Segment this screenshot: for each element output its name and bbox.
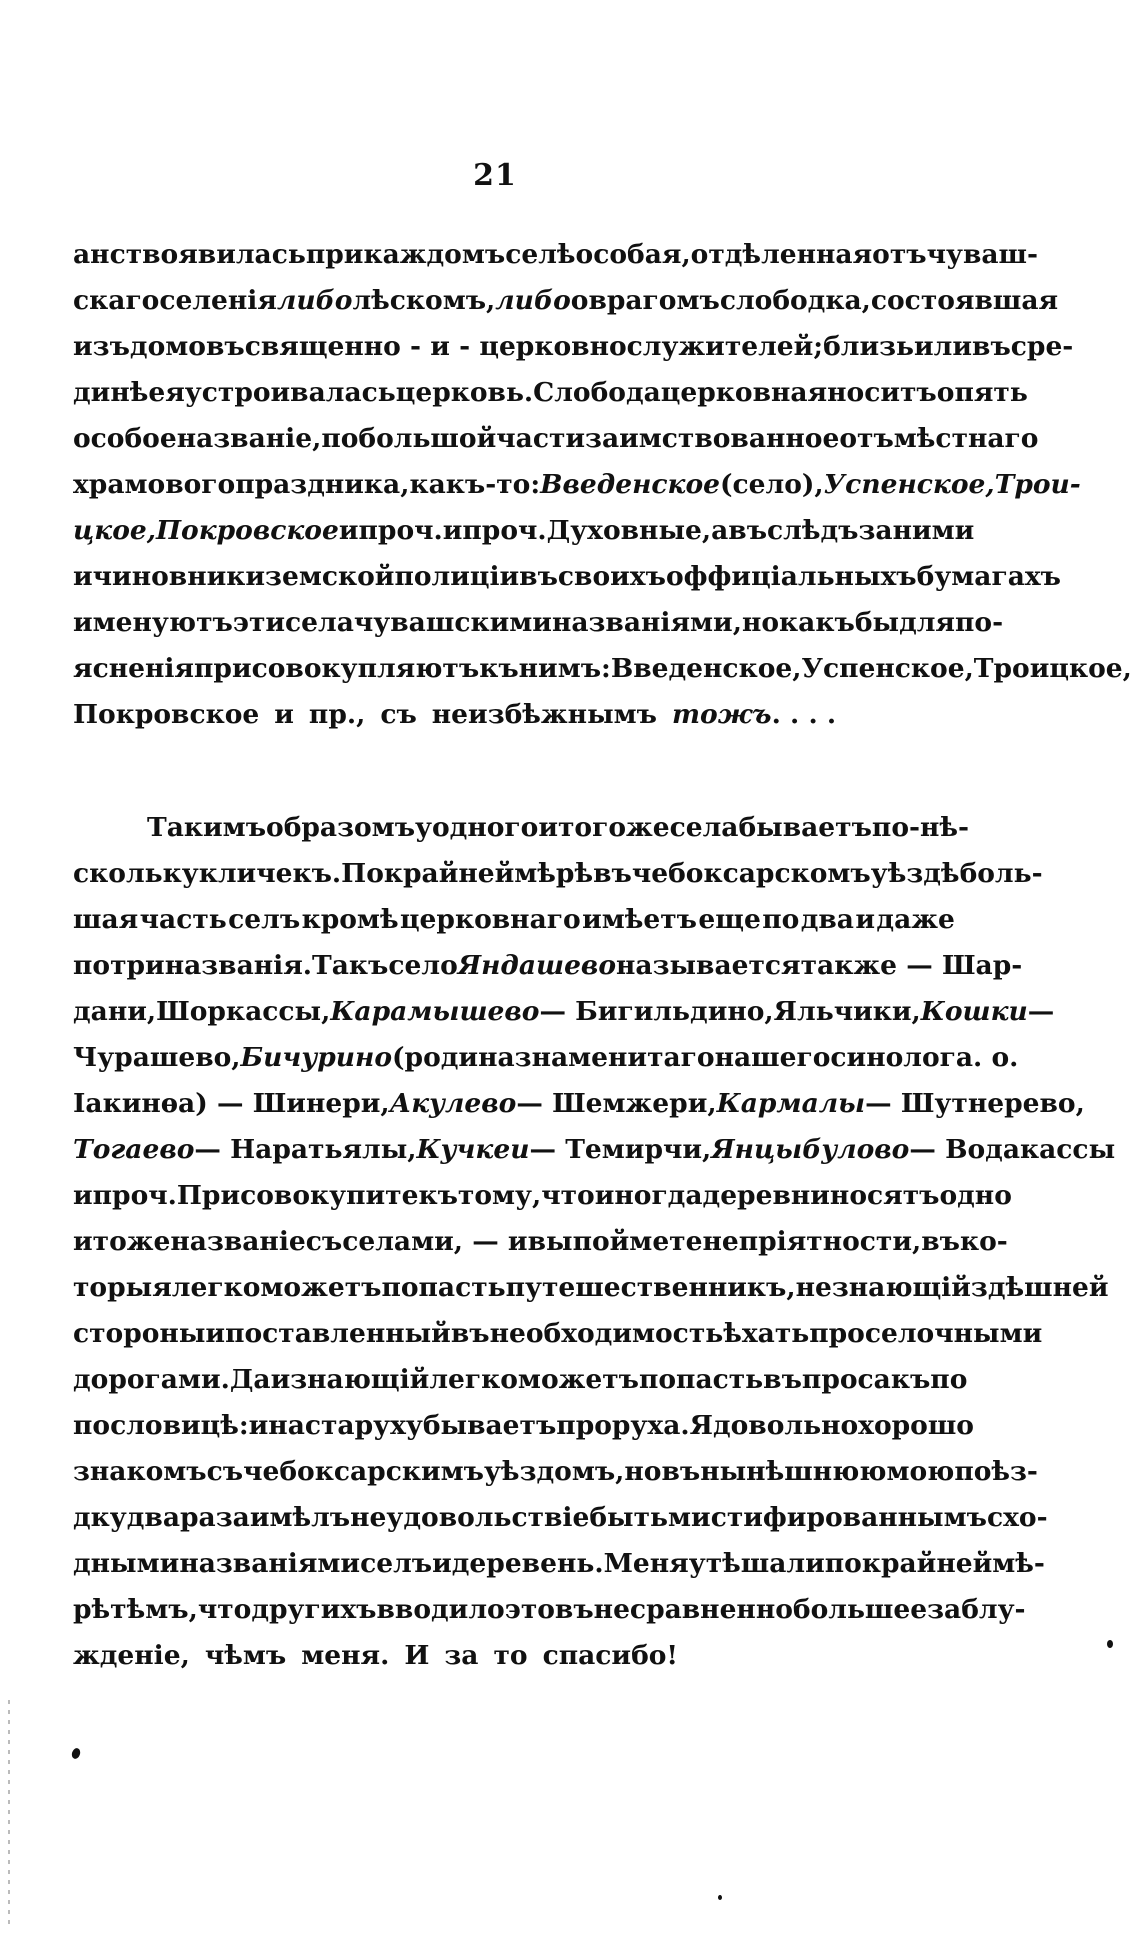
word: церковь.	[395, 377, 534, 408]
word: по	[321, 423, 359, 454]
ink-speck	[718, 1895, 722, 1900]
word: селенія	[159, 285, 277, 316]
word: большой	[358, 423, 497, 454]
word: даже	[876, 904, 955, 935]
word: село	[388, 950, 458, 981]
text-line	[73, 1449, 1038, 1495]
word: уѣздомъ,	[483, 1456, 625, 1487]
word: и	[73, 1180, 93, 1211]
word: И	[404, 1640, 430, 1671]
word: (село),	[720, 469, 824, 500]
word: названіями	[179, 1548, 361, 1579]
word: Успенское,	[823, 469, 995, 500]
word: праздника,	[235, 469, 410, 500]
word: устроивалась	[184, 377, 396, 408]
text-line	[73, 370, 1028, 416]
word: одно	[939, 1180, 1012, 1211]
word: Успенское,	[801, 653, 974, 684]
word: селами, — и	[342, 1226, 528, 1257]
word: проселочными	[809, 1318, 1043, 1349]
page-number: 21	[473, 158, 517, 193]
word: у	[415, 812, 432, 843]
word: какъ	[779, 607, 855, 638]
word: ко-	[959, 1226, 1008, 1257]
text-line	[73, 646, 1132, 692]
text-line	[73, 1219, 1008, 1265]
word: заблу-	[927, 1594, 1026, 1625]
word: торыя	[73, 1272, 172, 1303]
word: проруха.	[556, 1410, 690, 1441]
word: попасть	[381, 1272, 506, 1303]
text-line	[73, 554, 1062, 600]
word: селъ	[360, 1548, 433, 1579]
text-line	[73, 692, 955, 738]
word: въ	[728, 515, 768, 546]
word: по-нѣ-	[871, 812, 970, 843]
word: но	[624, 1456, 662, 1487]
word: своихъ	[557, 561, 666, 592]
word: поѣз-	[954, 1456, 1038, 1487]
word: по	[73, 950, 111, 981]
word: либо	[276, 285, 353, 316]
word: но	[741, 607, 780, 638]
word: называется	[616, 950, 801, 981]
word: дку	[73, 1502, 127, 1533]
word: попасть	[638, 1364, 764, 1395]
word: два	[800, 904, 854, 935]
word: присовокупляютъ	[194, 653, 480, 684]
word: при	[305, 239, 364, 270]
word: здѣшней	[970, 1272, 1109, 1303]
word: особое	[73, 423, 177, 454]
text-line	[73, 1173, 1012, 1219]
word: для	[899, 607, 955, 638]
word: схо-	[986, 1502, 1048, 1533]
word: либо	[495, 285, 571, 316]
word: въ	[450, 1318, 490, 1349]
word: и	[442, 515, 463, 546]
word: это	[504, 1594, 555, 1625]
word: церковнаго	[399, 904, 581, 935]
word: Духовные,	[546, 515, 712, 546]
word: чебоксарскимъ	[243, 1456, 484, 1487]
word: вы	[527, 1226, 573, 1257]
word: старуху	[304, 1410, 423, 1441]
word: Трои-	[994, 469, 1081, 500]
word: отъ	[872, 239, 927, 270]
word: непріятности,	[702, 1226, 922, 1257]
word: Чурашево,	[73, 1042, 241, 1073]
word: Я	[689, 1410, 713, 1441]
word: легко	[429, 1364, 518, 1395]
word: носятъ	[829, 1180, 940, 1211]
word: чувашскими	[353, 607, 552, 638]
word: кличекъ.	[198, 858, 342, 889]
word: ясненія	[73, 653, 195, 684]
word: то	[493, 1640, 528, 1671]
text-line	[73, 416, 1039, 462]
text-line	[73, 1541, 1045, 1587]
text-line	[73, 1311, 1043, 1357]
word: явилась	[178, 239, 306, 270]
word: въ	[593, 858, 632, 889]
word: въ	[921, 1226, 960, 1257]
text-line	[73, 324, 1074, 370]
paragraph-2	[73, 805, 1116, 1679]
text-line	[73, 989, 1055, 1035]
word: того	[557, 812, 626, 843]
word: названія.	[164, 950, 313, 981]
word: довольно	[712, 1410, 859, 1441]
word: два	[126, 1502, 181, 1533]
word: неизбѣжнымъ	[431, 699, 657, 730]
word: церковная	[660, 377, 828, 408]
word: — Бигильдино,	[539, 996, 774, 1027]
word: тѣмъ,	[110, 1594, 198, 1625]
word: по-	[955, 607, 1004, 638]
word: Кучкеи	[416, 1134, 530, 1165]
word: деревень.	[451, 1548, 604, 1579]
word: чуваш-	[926, 239, 1039, 270]
word: эти	[232, 607, 286, 638]
text-line	[73, 1035, 1019, 1081]
word: слѣдъ	[767, 515, 859, 546]
word: въ	[519, 561, 558, 592]
word: Тогаево	[73, 1134, 195, 1165]
word: пр.,	[308, 699, 366, 730]
word: синолога	[830, 1042, 974, 1073]
word: часть	[139, 904, 227, 935]
text-line	[73, 897, 955, 943]
word: названіе,	[176, 423, 322, 454]
word: Покровское	[73, 699, 260, 730]
word: скаго	[73, 285, 160, 316]
word: Акулево	[389, 1088, 517, 1119]
word: незнающій	[795, 1272, 971, 1303]
word: уѣздѣ	[870, 858, 960, 889]
word: еще	[698, 904, 761, 935]
word: Покрайней	[341, 858, 515, 889]
text-line	[73, 943, 1023, 989]
word: меня.	[301, 1640, 390, 1671]
word: рѣ	[73, 1594, 111, 1625]
word: тоже	[92, 1226, 171, 1257]
word: мѣстнаго	[893, 423, 1039, 454]
word: села	[669, 812, 739, 843]
word: цкое,	[73, 515, 156, 546]
text-line	[73, 1587, 1026, 1633]
word: и	[248, 1410, 269, 1441]
word: отъ	[839, 423, 894, 454]
word: изъ	[73, 331, 130, 362]
word: шая	[73, 904, 139, 935]
word: въ	[972, 331, 1011, 362]
ink-speck	[70, 1747, 81, 1760]
word: другихъ	[251, 1594, 377, 1625]
text-line	[73, 1403, 974, 1449]
word: Введенское	[540, 469, 720, 500]
word: одного	[432, 812, 539, 843]
word: селъ	[228, 904, 301, 935]
word: земской	[265, 561, 395, 592]
word: бываетъ	[738, 812, 872, 843]
word: и	[205, 1318, 226, 1349]
word: анство	[73, 239, 179, 270]
word: съ	[380, 699, 417, 730]
word: — Наратьялы,	[194, 1134, 417, 1165]
word: —	[1027, 996, 1055, 1027]
word: поставленный	[225, 1318, 451, 1349]
word: слободка,	[719, 285, 871, 316]
word: образомъ	[266, 812, 416, 843]
word: какъ-то:	[409, 469, 541, 500]
word: что	[541, 1180, 595, 1211]
word: полиціи	[394, 561, 520, 592]
word: нашего	[714, 1042, 831, 1073]
word: спасибо!	[542, 1640, 679, 1671]
word: поймете	[572, 1226, 703, 1257]
word: крайней	[861, 1548, 993, 1579]
word: заимствованное	[585, 423, 840, 454]
text-line	[73, 278, 1059, 324]
word: названіями,	[551, 607, 742, 638]
word: части	[496, 423, 586, 454]
word: дани,	[73, 996, 157, 1027]
word: мѣ-	[992, 1548, 1045, 1579]
word: Кармалы	[716, 1088, 866, 1119]
word: знающій	[290, 1364, 430, 1395]
word: бы	[854, 607, 900, 638]
word: деревни	[702, 1180, 830, 1211]
word: Янцыбулово	[711, 1134, 910, 1165]
word: каждомъ	[363, 239, 506, 270]
word: можетъ	[260, 1272, 382, 1303]
text-line	[73, 508, 975, 554]
word: же	[626, 812, 670, 843]
word: домовъ	[129, 331, 245, 362]
word: и	[432, 1548, 452, 1579]
word: Такимъ	[147, 812, 267, 843]
word: Яльчики,	[773, 996, 921, 1027]
word: легко	[171, 1272, 261, 1303]
word: села	[285, 607, 354, 638]
word: и	[338, 515, 359, 546]
word: къ	[479, 653, 519, 684]
word: стороны	[73, 1318, 206, 1349]
word: Кошки	[920, 996, 1028, 1027]
word: Бичурино	[240, 1042, 393, 1073]
word: и	[73, 1226, 93, 1257]
word: и	[73, 561, 93, 592]
word: хорошо	[858, 1410, 974, 1441]
word: проч.	[358, 515, 443, 546]
word: бываетъ	[422, 1410, 557, 1441]
text-line	[73, 1633, 955, 1679]
word: съ	[305, 1226, 343, 1257]
text-line	[73, 1495, 1048, 1541]
word: жденіе,	[73, 1640, 190, 1671]
word: — Темирчи,	[529, 1134, 712, 1165]
text-line	[73, 805, 970, 851]
word: близь	[823, 331, 915, 362]
word: просакъ	[801, 1364, 931, 1395]
word: ними	[892, 515, 975, 546]
word: а	[711, 515, 729, 546]
word: ея	[148, 377, 185, 408]
ink-speck	[1107, 1640, 1113, 1648]
word: Такъ	[312, 950, 389, 981]
word: — Шемжери,	[516, 1088, 717, 1119]
word: . . . .	[771, 699, 837, 730]
word: нынѣшнюю	[700, 1456, 887, 1487]
word: Іакинѳа) — Шинери,	[73, 1088, 390, 1119]
word: необходимость	[489, 1318, 724, 1349]
word: большее	[792, 1594, 928, 1625]
word: бумагахъ	[916, 561, 1062, 592]
word: утѣшали	[688, 1548, 825, 1579]
word: Присовокупите	[176, 1180, 419, 1211]
text-line	[73, 1357, 968, 1403]
word: за	[858, 515, 893, 546]
word: кромѣ	[301, 904, 399, 935]
word: и	[538, 812, 558, 843]
word: и	[270, 1364, 291, 1395]
word: имѣлъ	[249, 1502, 351, 1533]
word: дными	[73, 1548, 180, 1579]
word: носитъ	[827, 377, 937, 408]
word: мою	[886, 1456, 955, 1487]
word: священно - и - церковнослужителей;	[244, 331, 824, 362]
text-line	[73, 1081, 1085, 1127]
text-line	[73, 1265, 1109, 1311]
word: что	[197, 1594, 252, 1625]
word: вводило	[376, 1594, 505, 1625]
word: Меня	[603, 1548, 689, 1579]
word: по	[930, 1364, 968, 1395]
word: Шоркассы,	[156, 996, 331, 1027]
text-line	[73, 1127, 1116, 1173]
word: именуютъ	[73, 607, 233, 638]
word: и	[855, 904, 876, 935]
word: тожъ	[671, 699, 772, 730]
word: раза	[180, 1502, 250, 1533]
word: мѣрѣ	[514, 858, 594, 889]
word: тому,	[457, 1180, 542, 1211]
word: неудовольствіе	[350, 1502, 590, 1533]
word: иногда	[594, 1180, 703, 1211]
word: или	[914, 331, 973, 362]
text-line	[73, 232, 1039, 278]
word: съ	[206, 1456, 244, 1487]
paragraph-1	[73, 232, 1132, 738]
word: (родина	[392, 1042, 515, 1073]
word: проч.	[92, 1180, 177, 1211]
word: быть	[589, 1502, 669, 1533]
word: по	[762, 904, 800, 935]
word: скольку	[73, 858, 199, 889]
word: путешественникъ,	[505, 1272, 796, 1303]
text-line	[73, 851, 1043, 897]
word: отдѣленная	[690, 239, 873, 270]
word: чиновники	[92, 561, 266, 592]
word: Слобода	[533, 377, 661, 408]
word: по	[824, 1548, 862, 1579]
word: и	[274, 699, 294, 730]
word: три	[110, 950, 165, 981]
word: особая,	[575, 239, 691, 270]
word: боль-	[959, 858, 1043, 889]
word: опять	[936, 377, 1028, 408]
word: проч.	[462, 515, 547, 546]
word: — Шутнерево,	[865, 1088, 1085, 1119]
text-line	[73, 462, 1081, 508]
text-line	[73, 600, 1004, 646]
word: чѣмъ	[204, 1640, 287, 1671]
word: — Водакассы	[909, 1134, 1116, 1165]
word: состоявшая	[870, 285, 1059, 316]
word: въ	[554, 1594, 594, 1625]
word: мистифированнымъ	[668, 1502, 987, 1533]
word: за	[444, 1640, 479, 1671]
word: къ	[418, 1180, 458, 1211]
word: Покровское	[155, 515, 339, 546]
word: на	[268, 1410, 305, 1441]
word: Карамышево	[330, 996, 540, 1027]
word: знаменитаго	[514, 1042, 715, 1073]
word: дорогами.	[73, 1364, 230, 1395]
word: Да	[229, 1364, 271, 1395]
word: пословицѣ:	[73, 1410, 249, 1441]
word: въ	[763, 1364, 802, 1395]
word: ѣхать	[723, 1318, 810, 1349]
word: въ	[661, 1456, 701, 1487]
word: Введенское,	[610, 653, 802, 684]
word: несравненно	[593, 1594, 793, 1625]
word: селѣ	[505, 239, 576, 270]
word: можетъ	[517, 1364, 639, 1395]
word: чебоксарскомъ	[631, 858, 871, 889]
word: оврагомъ	[570, 285, 720, 316]
word: Троицкое,	[973, 653, 1132, 684]
word: храмового	[73, 469, 236, 500]
word: знакомъ	[73, 1456, 207, 1487]
word: названіе	[170, 1226, 306, 1257]
word: Яндашево	[457, 950, 617, 981]
word: также — Шар-	[800, 950, 1023, 981]
word: лѣскомъ,	[352, 285, 496, 316]
scan-margin-dots	[8, 1700, 10, 1930]
word: сре-	[1010, 331, 1074, 362]
word: динѣ	[73, 377, 149, 408]
word: нимъ:	[518, 653, 611, 684]
word: . о.	[973, 1042, 1019, 1073]
word: имѣетъ	[582, 904, 697, 935]
word: оффиціальныхъ	[665, 561, 917, 592]
